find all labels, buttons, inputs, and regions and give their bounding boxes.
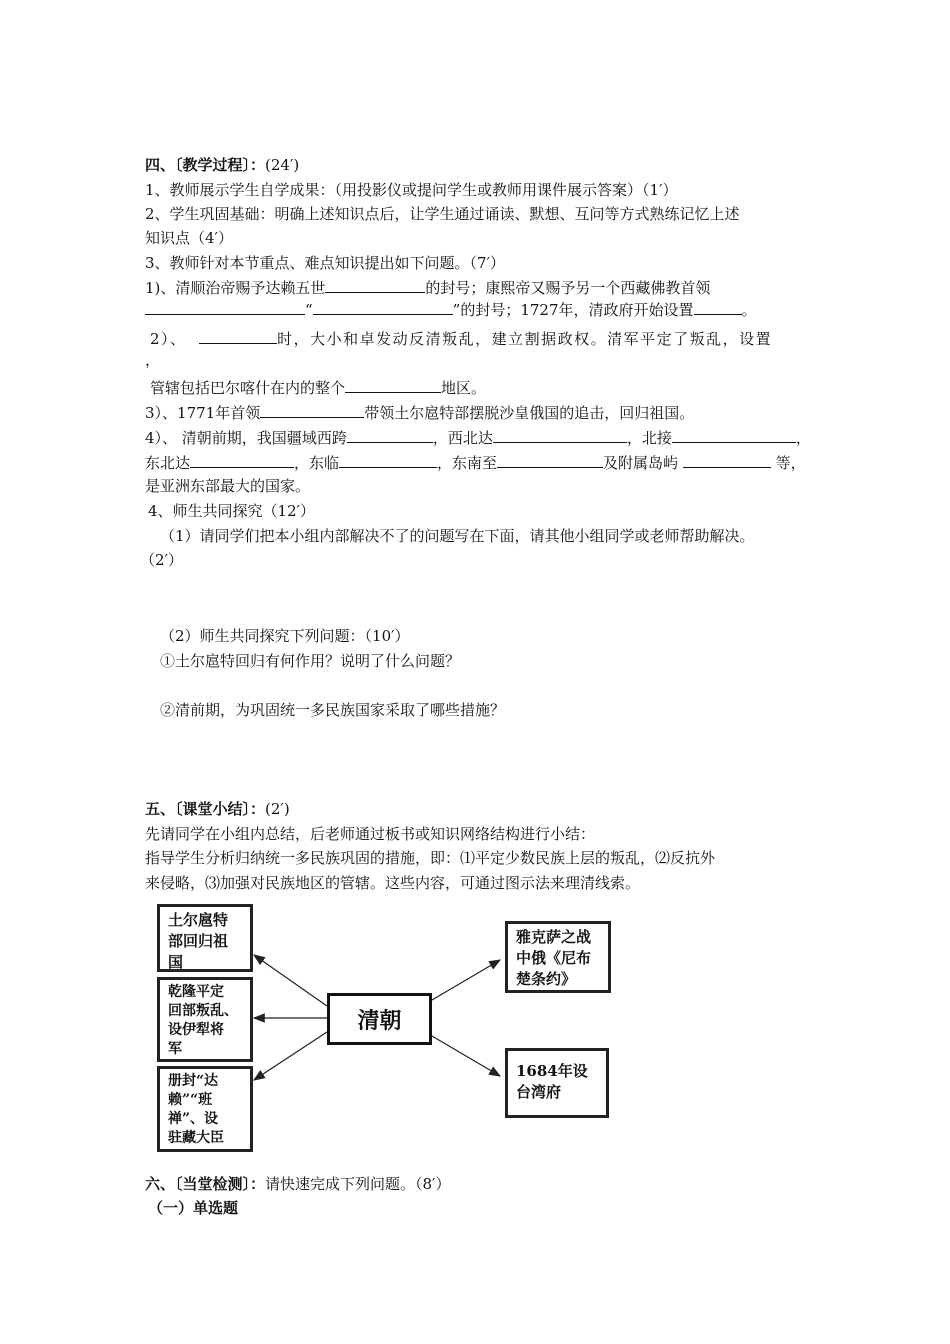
- question-4-text: 及附属岛屿: [603, 454, 679, 472]
- single-choice-heading: （一）单选题: [148, 1199, 239, 1217]
- question-4-line-3: 是亚洲东部最大的国家。: [145, 477, 311, 495]
- box-line: 台湾府: [516, 1083, 562, 1101]
- discussion-question-1: ①土尔扈特回归有何作用？说明了什么问题？: [160, 652, 461, 670]
- box-line: 驻藏大臣: [168, 1130, 224, 1146]
- section-5-time: (2′): [265, 800, 290, 818]
- diagram-box-taiwan: [505, 1048, 609, 1118]
- question-4-text: ，东临: [294, 454, 340, 472]
- summary-text-2: 指导学生分析归纳统一多民族巩固的措施，即：⑴平定少数民族上层的叛乱，⑵反抗外: [145, 849, 716, 867]
- step-2-text-cont: 知识点（4′）: [145, 229, 233, 247]
- diagram-box-torghut: [157, 904, 253, 972]
- summary-text-1: 先请同学在小组内总结，后老师通过板书或知识网络结构进行小结：: [145, 825, 596, 843]
- summary-text-3: 来侵略，⑶加强对民族地区的管辖。这些内容，可通过图示法来理清线索。: [145, 874, 641, 892]
- section-4-time: (24′): [265, 156, 300, 174]
- discussion-1-text: （1）请同学们把本小组内部解决不了的问题写在下面，请其他小组同学或老师帮助解决。: [160, 527, 755, 545]
- diagram-box-dalai: [157, 1066, 253, 1152]
- step-3-text: 3、教师针对本节重点、难点知识提出如下问题。（7′）: [145, 254, 505, 272]
- question-2-text: 管辖包括巴尔喀什在内的整个: [150, 379, 346, 397]
- discussion-1-time: （2′）: [140, 551, 183, 569]
- diagram-box-qianlong: [157, 977, 253, 1062]
- box-line: 国: [168, 953, 184, 971]
- question-4-text: 等，: [775, 454, 806, 472]
- box-line: 土尔扈特: [168, 911, 229, 929]
- box-line: 军: [168, 1041, 182, 1057]
- step-2-text: 2、学生巩固基础：明确上述知识点后，让学生通过诵读、默想、互问等方式熟练记忆上述: [145, 205, 740, 223]
- question-1-mid: 的封号；康熙帝又赐予另一个西藏佛教首领: [425, 279, 711, 297]
- quote-open: “: [305, 301, 313, 319]
- question-2-comma: ，: [145, 351, 161, 369]
- box-line: 1684年设: [516, 1062, 588, 1080]
- box-line: 部回归祖: [168, 932, 229, 950]
- box-line: 乾隆平定: [168, 984, 224, 1000]
- section-6-text: 请快速完成下列问题。（8′）: [265, 1175, 451, 1193]
- section-6-heading: 六、〔当堂检测〕：: [145, 1175, 266, 1193]
- section-5-heading: 五、〔课堂小结〕：: [145, 800, 266, 818]
- section-4-heading: 四、〔教学过程〕：: [145, 156, 266, 174]
- period: 。: [741, 301, 757, 319]
- question-3-suffix: 带领土尔扈特部摆脱沙皇俄国的追击，回归祖国。: [364, 404, 695, 422]
- question-4-text: ，北接: [626, 429, 672, 447]
- question-4-text: 东北达: [145, 454, 191, 472]
- discussion-question-2: ②清前期，为巩固统一多民族国家采取了哪些措施？: [160, 701, 506, 719]
- question-4-text: ，: [795, 429, 811, 447]
- question-1-suffix: ”的封号；1727年，清政府开始设置: [452, 301, 694, 319]
- question-2-suffix: 地区。: [441, 379, 487, 397]
- question-4-text: ，西北达: [432, 429, 493, 447]
- question-4-prefix: 4）、 清朝前期，我国疆域西跨: [145, 429, 347, 447]
- box-line: 赖”“班: [168, 1092, 213, 1108]
- box-line: 中俄《尼布: [516, 949, 592, 967]
- step-1-text: 1、教师展示学生自学成果：（用投影仪或提问学生或教师用课件展示答案）（1′）: [145, 181, 678, 199]
- question-2-mid: 时，大小和卓发动反清叛乱，建立割据政权。清军平定了叛乱，设置: [277, 330, 773, 348]
- arrow-to-taiwan: [432, 1036, 500, 1076]
- arrow-to-dalai: [254, 1032, 327, 1080]
- step-4-heading: 4、师生共同探究（12′）: [148, 502, 316, 520]
- arrow-to-yaksa: [432, 960, 500, 1000]
- box-line: 禅”、设: [168, 1111, 219, 1127]
- arrow-to-torghut: [254, 955, 327, 1006]
- box-line: 楚条约》: [516, 970, 577, 988]
- box-line: 回部叛乱、: [168, 1003, 238, 1019]
- box-line: 设伊犁将: [168, 1022, 224, 1038]
- diagram-center-qing: 清朝: [327, 993, 432, 1045]
- question-3-prefix: 3）、1771年首领: [145, 404, 261, 422]
- section-6-heading-line: [145, 1174, 450, 1194]
- question-1-prefix: 1)、清顺治帝赐予达赖五世: [145, 279, 326, 297]
- discussion-2-text: （2）师生共同探究下列问题：（10′）: [160, 627, 410, 645]
- box-line: 册封“达: [168, 1073, 219, 1089]
- diagram-box-yaksa: [505, 921, 611, 993]
- question-2-prefix: 2）、: [150, 330, 187, 348]
- box-line: 雅克萨之战: [516, 928, 592, 946]
- question-4-text: ，东南至: [437, 454, 498, 472]
